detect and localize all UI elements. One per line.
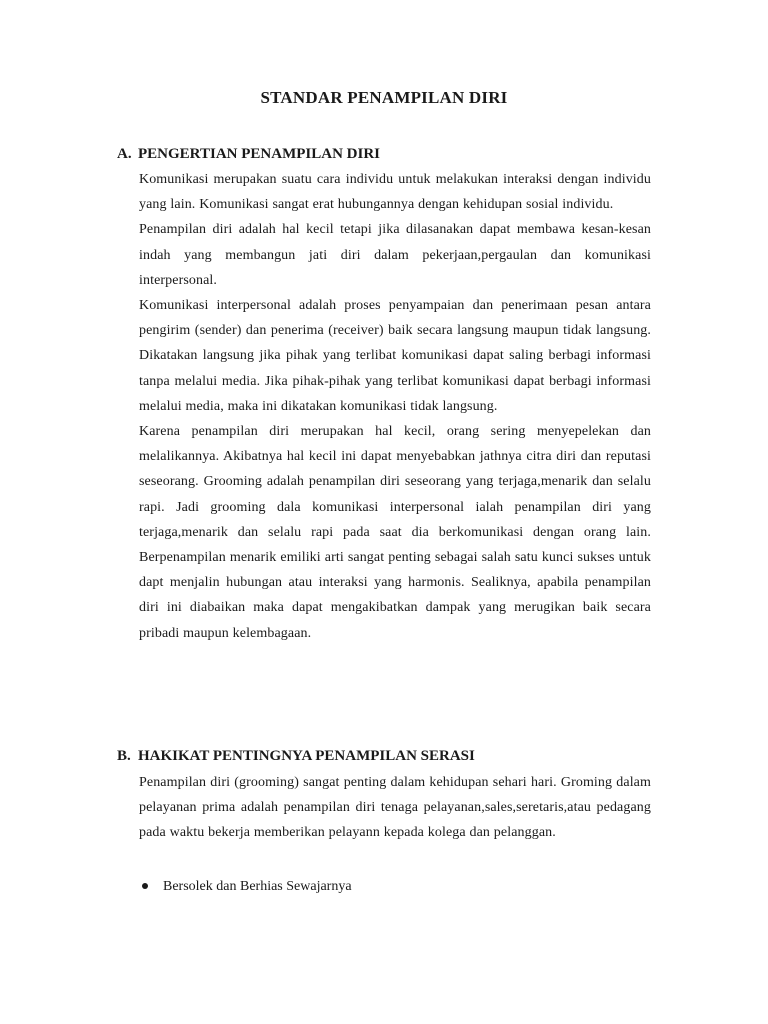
- bullet-icon: [142, 883, 148, 889]
- section-a-number: A.: [117, 146, 132, 162]
- bullet-list: [139, 874, 352, 899]
- section-b-title: HAKIKAT PENTINGNYA PENAMPILAN SERASI: [138, 748, 475, 764]
- paragraph: Karena penampilan diri merupakan hal kecil, orang sering menyepelekan dan melalikannya. Akibatnya hal kecil ini dapat menyebabkan jathnya citra diri dan reputasi seseorang. Grooming adalah penampilan diri seseorang yang terjaga,menarik dan selalu rapi. Jadi grooming dala komunikasi interpersonal ialah penampilan diri yang terjaga,menarik dan selalu rapi pada saat dia berkomunikasi dengan orang lain. Berpenampilan menarik emiliki arti sangat penting sebagai salah satu kunci sukses untuk dapt menjalin hubungan atau interaksi yang harmonis. Sealiknya, apabila penampilan diri ini diabaikan maka dapat mengakibatkan dampak yang merugikan baik secara pribadi maupun kelembagaan.: [139, 424, 651, 641]
- section-a-heading: [117, 146, 380, 163]
- section-b-number: B.: [117, 748, 131, 764]
- section-b-heading: [117, 748, 475, 765]
- paragraph: Penampilan diri adalah hal kecil tetapi jika dilasanakan dapat membawa kesan-kesan indah yang membangun jati diri dalam pekerjaan,pergaulan dan komunikasi interpersonal.: [139, 222, 651, 288]
- paragraph: Komunikasi interpersonal adalah proses penyampaian dan penerimaan pesan antara pengirim (sender) dan penerima (receiver) baik secara langsung maupun tidak langsung. Dikatakan langsung jika pihak yang terlibat komunikasi dapat saling berbagi informasi tanpa melalui media. Jika pihak-pihak yang terlibat komunikasi dapat berbagi informasi melalui media, maka ini dikatakan komunikasi tidak langsung.: [139, 298, 651, 414]
- section-b-body: [139, 770, 651, 846]
- paragraph: Penampilan diri (grooming) sangat penting dalam kehidupan sehari hari. Groming dalam pelayanan prima adalah penampilan diri tenaga pelayanan,sales,seretaris,atau pedagang pada waktu bekerja memberikan pelayann kepada kolega dan pelanggan.: [139, 775, 651, 841]
- section-a-body: [139, 167, 651, 646]
- paragraph: Komunikasi merupakan suatu cara individu untuk melakukan interaksi dengan individu yang lain. Komunikasi sangat erat hubungannya dengan kehidupan sosial individu.: [139, 172, 651, 213]
- section-a-title: PENGERTIAN PENAMPILAN DIRI: [138, 146, 380, 162]
- list-item: [139, 874, 352, 899]
- list-item-text: Bersolek dan Berhias Sewajarnya: [163, 879, 352, 894]
- document-title: STANDAR PENAMPILAN DIRI: [260, 88, 508, 107]
